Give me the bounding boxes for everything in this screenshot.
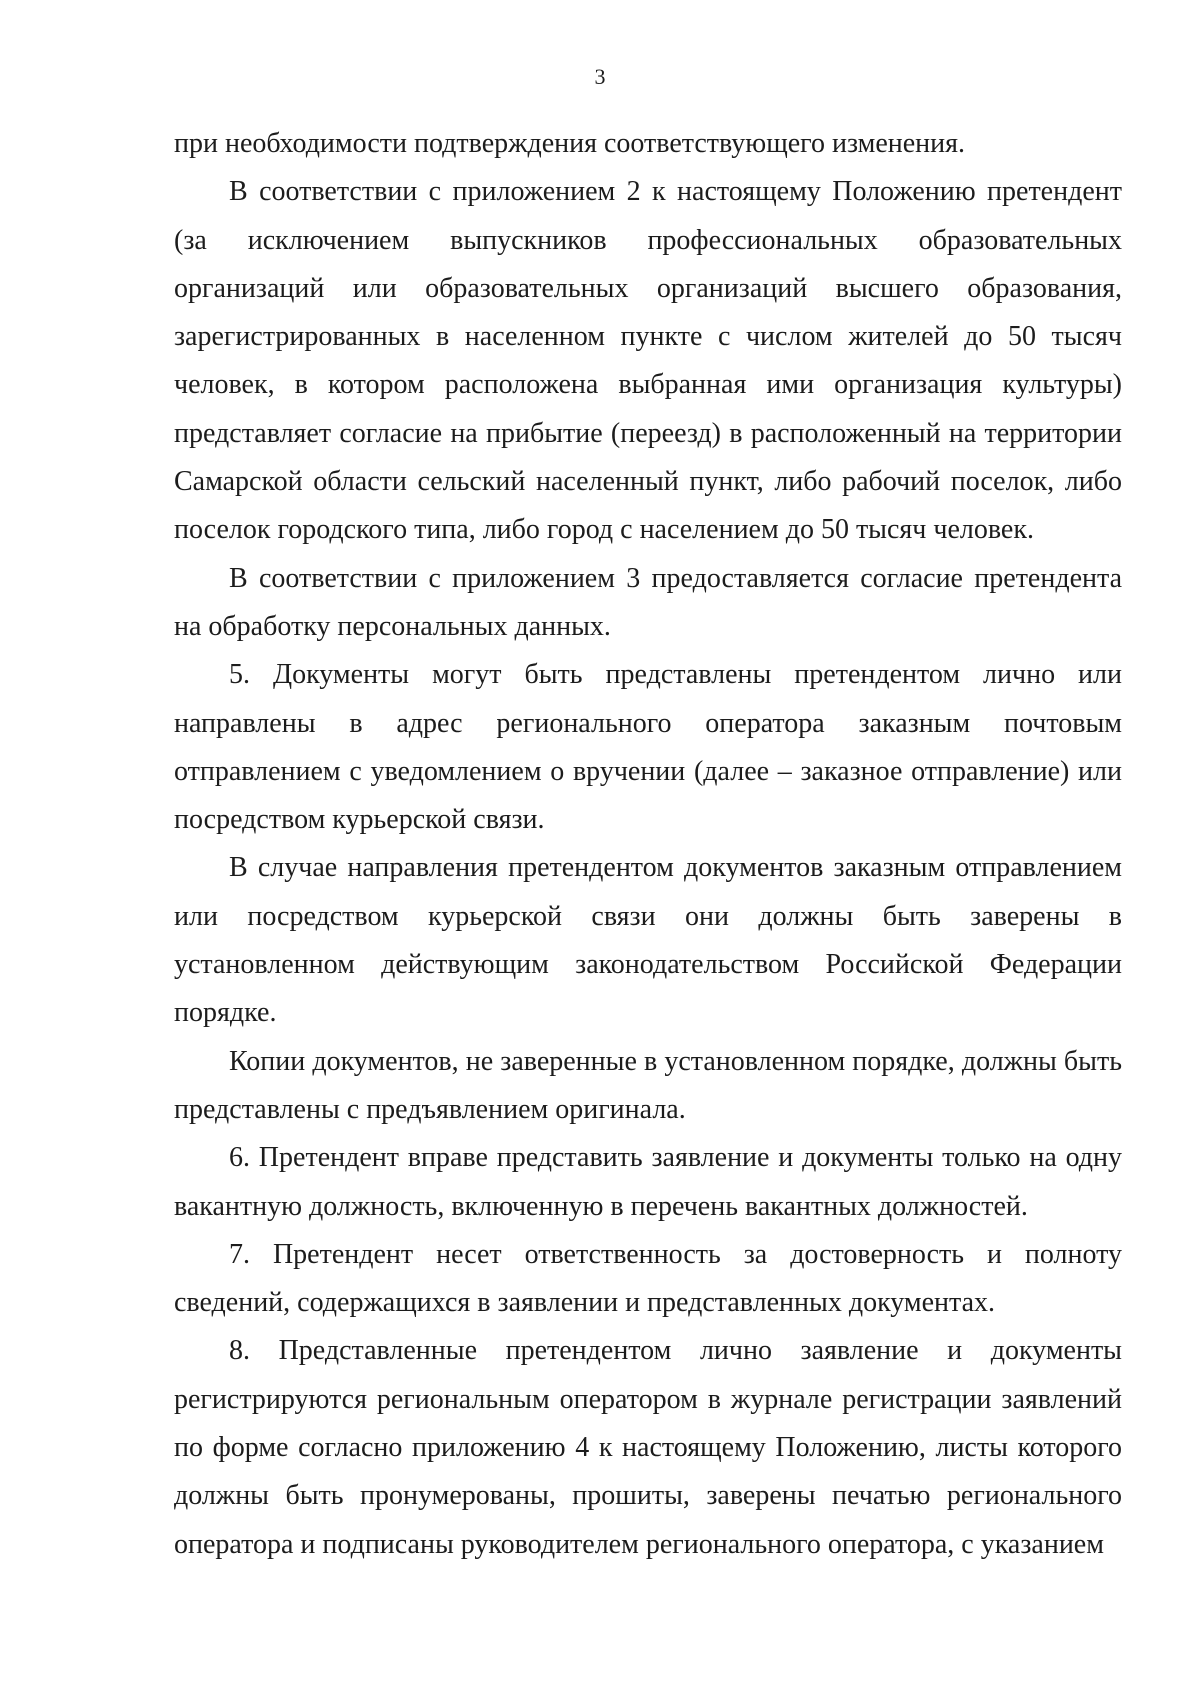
paragraph-consent-relocation: В соответствии с приложением 2 к настоящему Положению претендент (за исключением выпускников профессиональных образовательных организаций или образовательных организаций высшего образования, зарегистрированных в населенном пункте с числом жителей до 50 тысяч человек, в котором расположена выбранная ими организация культуры) представляет согласие на прибытие (переезд) в расположенный на территории Самарской области сельский населенный пункт, либо рабочий поселок, либо поселок городского типа, либо город с населением до 50 тысяч человек. bbox=[174, 176, 1122, 546]
paragraph-copies: Копии документов, не заверенные в установленном порядке, должны быть представлены с предъявлением оригинала. bbox=[174, 1045, 1122, 1125]
paragraph-continuation: при необходимости подтверждения соответствующего изменения. bbox=[174, 128, 966, 159]
paragraph-item-6: 6. Претендент вправе представить заявление и документы только на одну вакантную должность, включенную в перечень вакантных должностей. bbox=[174, 1142, 1122, 1222]
paragraph-item-7: 7. Претендент несет ответственность за достоверность и полноту сведений, содержащихся в заявлении и представленных документах. bbox=[174, 1238, 1122, 1319]
page-number: 3 bbox=[594, 64, 606, 89]
paragraph-item-5: 5. Документы могут быть представлены претендентом лично или направлены в адрес регионального оператора заказным почтовым отправлением с уведомлением о вручении (далее – заказное отправление) или посредством курьерской связи. bbox=[174, 659, 1122, 836]
paragraph-item-8: 8. Представленные претендентом лично заявление и документы регистрируются региональным оператором в журнале регистрации заявлений по форме согласно приложению 4 к настоящему Положению, листы которого должны быть пронумерованы, прошиты, заверены печатью регионального оператора и подписаны руководителем регионального оператора, с указанием bbox=[174, 1335, 1122, 1560]
paragraph-certification: В случае направления претендентом документов заказным отправлением или посредством курьерской связи они должны быть заверены в установленном действующим законодательством Российской Федерации порядке. bbox=[174, 852, 1122, 1029]
paragraph-consent-personal-data: В соответствии с приложением 3 предоставляется согласие претендента на обработку персональных данных. bbox=[174, 562, 1122, 642]
document-body bbox=[174, 120, 1122, 1569]
